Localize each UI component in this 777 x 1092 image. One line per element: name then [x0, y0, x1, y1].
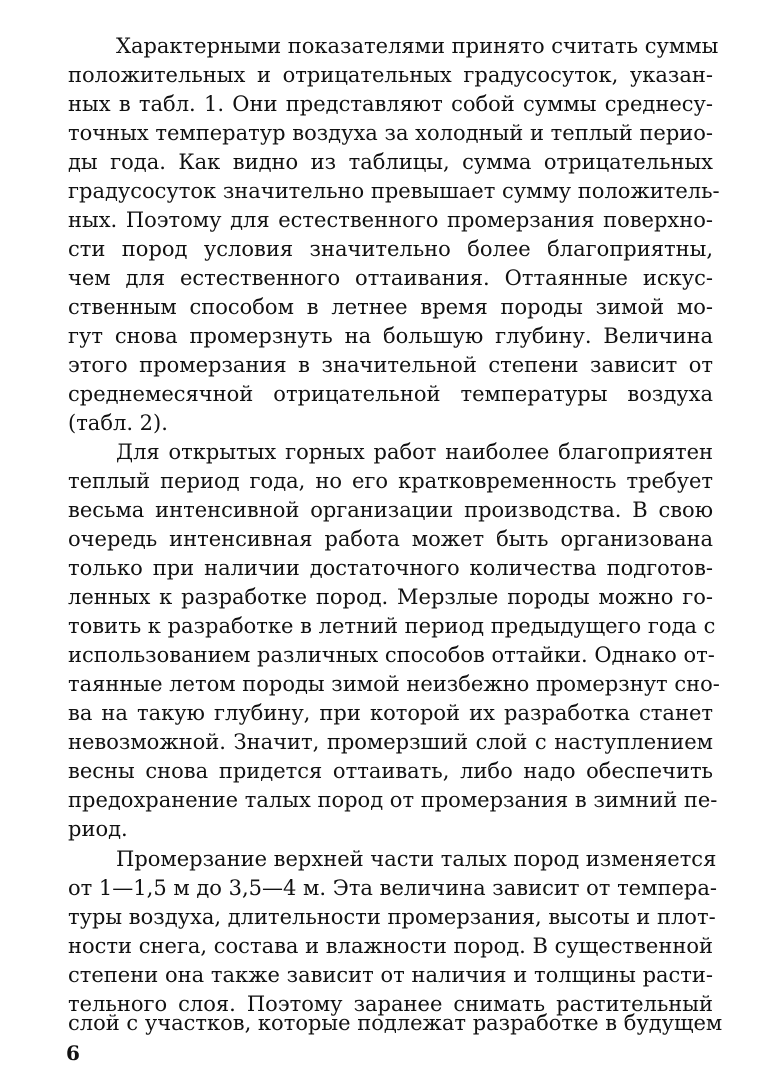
text-line: положительных и отрицательных градусосуток, указан-: [68, 63, 713, 87]
text-line: среднемесячной отрицательной температуры воздуха: [68, 382, 713, 406]
page-number: 6: [66, 1041, 80, 1065]
text-line: Для открытых горных работ наиболее благоприятен: [116, 440, 713, 464]
text-line: от 1—1,5 м до 3,5—4 м. Эта величина зависит от темпера-: [68, 876, 717, 900]
text-line: (табл. 2).: [68, 411, 168, 435]
text-line: весны снова придется оттаивать, либо надо обеспечить: [68, 759, 713, 783]
text-line: градусосуток значительно превышает сумму положитель-: [68, 179, 720, 203]
text-line: тельного слоя. Поэтому заранее снимать растительный: [68, 992, 713, 1016]
text-line: степени она также зависит от наличия и толщины расти-: [68, 963, 713, 987]
text-line: товить к разработке в летний период предыдущего года с: [68, 614, 716, 638]
text-line: ленных к разработке пород. Мерзлые породы можно го-: [68, 585, 713, 609]
text-line: ных в табл. 1. Они представляют собой суммы среднесу-: [68, 92, 713, 116]
text-line: теплый период года, но его кратковременность требует: [68, 469, 713, 493]
text-line: предохранение талых пород от промерзания в зимний пе-: [68, 788, 718, 812]
text-line: чем для естественного оттаивания. Оттаянные искус-: [68, 266, 713, 290]
text-line: сти пород условия значительно более благоприятны,: [68, 237, 713, 261]
text-line: туры воздуха, длительности промерзания, высоты и плот-: [68, 905, 716, 929]
text-line: риод.: [68, 817, 128, 841]
text-line: ности снега, состава и влажности пород. В существенной: [68, 934, 713, 958]
text-line: очередь интенсивная работа может быть организована: [68, 527, 713, 551]
text-line: Промерзание верхней части талых пород изменяется: [116, 847, 717, 871]
text-line: использованием различных способов оттайки. Однако от-: [68, 643, 715, 667]
text-line: этого промерзания в значительной степени зависит от: [68, 353, 713, 377]
text-line: ных. Поэтому для естественного промерзания поверхно-: [68, 208, 713, 232]
text-line: таянные летом породы зимой неизбежно промерзнут сно-: [68, 672, 720, 696]
text-line: ва на такую глубину, при которой их разработка станет: [68, 701, 713, 725]
text-line: весьма интенсивной организации производства. В свою: [68, 498, 713, 522]
text-line: ды года. Как видно из таблицы, сумма отрицательных: [68, 150, 713, 174]
text-line: гут снова промерзнуть на большую глубину. Величина: [68, 324, 713, 348]
text-line: Характерными показателями принято считать суммы: [116, 34, 719, 58]
text-line: точных температур воздуха за холодный и теплый перио-: [68, 121, 713, 145]
text-line: слой с участков, которые подлежат разработке в будущем: [68, 1011, 723, 1035]
text-line: только при наличии достаточного количества подготов-: [68, 556, 713, 580]
text-line: ственным способом в летнее время породы зимой мо-: [68, 295, 713, 319]
text-line: невозможной. Значит, промерзший слой с наступлением: [68, 730, 713, 754]
